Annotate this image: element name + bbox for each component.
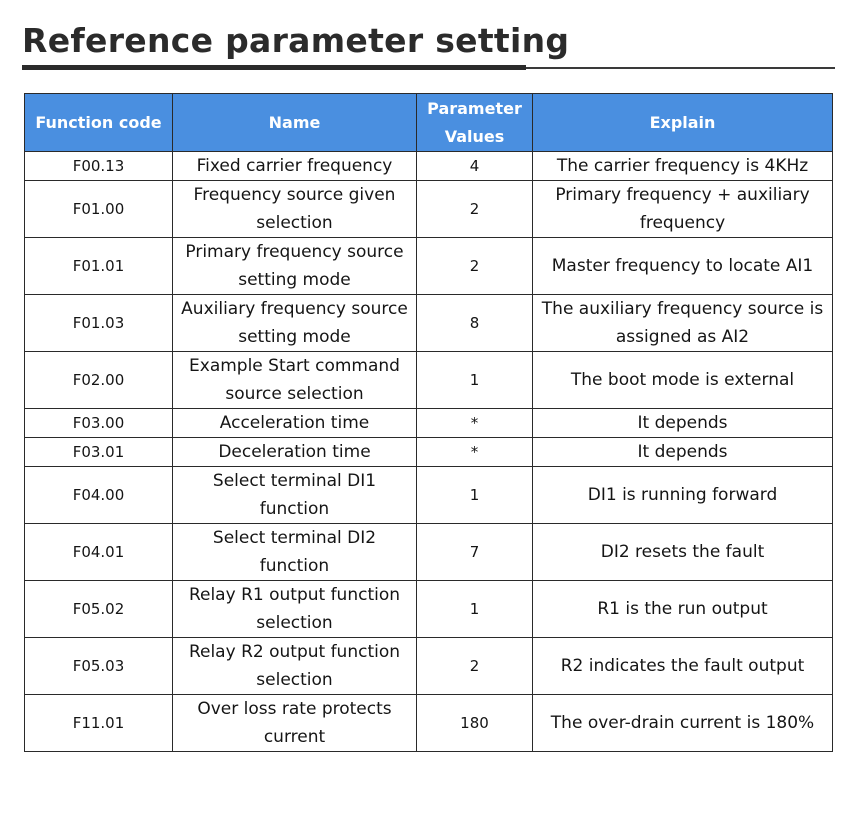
cell-function-code: F03.01 — [25, 438, 173, 467]
table-row — [25, 352, 833, 409]
cell-function-code: F05.03 — [25, 638, 173, 695]
table-row — [25, 524, 833, 581]
cell-name: Frequency source given selection — [173, 181, 417, 238]
cell-explain: It depends — [533, 409, 833, 438]
cell-function-code: F05.02 — [25, 581, 173, 638]
cell-function-code: F01.01 — [25, 238, 173, 295]
cell-parameter-value: * — [417, 409, 533, 438]
cell-parameter-value: 8 — [417, 295, 533, 352]
cell-parameter-value: 1 — [417, 352, 533, 409]
cell-parameter-value: 7 — [417, 524, 533, 581]
cell-name: Deceleration time — [173, 438, 417, 467]
cell-explain: Primary frequency + auxiliary frequency — [533, 181, 833, 238]
cell-parameter-value: * — [417, 438, 533, 467]
parameter-table — [24, 93, 833, 752]
cell-name: Primary frequency source setting mode — [173, 238, 417, 295]
cell-function-code: F04.01 — [25, 524, 173, 581]
cell-parameter-value: 1 — [417, 467, 533, 524]
cell-function-code: F01.03 — [25, 295, 173, 352]
cell-function-code: F11.01 — [25, 695, 173, 752]
table-row — [25, 581, 833, 638]
cell-parameter-value: 2 — [417, 181, 533, 238]
table-row — [25, 409, 833, 438]
cell-name: Acceleration time — [173, 409, 417, 438]
cell-explain: R2 indicates the fault output — [533, 638, 833, 695]
header-name: Name — [173, 94, 417, 152]
table-row — [25, 181, 833, 238]
cell-parameter-value: 4 — [417, 152, 533, 181]
cell-function-code: F00.13 — [25, 152, 173, 181]
table-row — [25, 152, 833, 181]
cell-name: Example Start command source selection — [173, 352, 417, 409]
cell-name: Over loss rate protects current — [173, 695, 417, 752]
cell-name: Fixed carrier frequency — [173, 152, 417, 181]
title-area — [22, 18, 837, 64]
table-row — [25, 695, 833, 752]
cell-explain: It depends — [533, 438, 833, 467]
table-header-row — [25, 94, 833, 152]
cell-name: Relay R1 output function selection — [173, 581, 417, 638]
cell-explain: The boot mode is external — [533, 352, 833, 409]
cell-explain: R1 is the run output — [533, 581, 833, 638]
cell-parameter-value: 1 — [417, 581, 533, 638]
header-function-code: Function code — [25, 94, 173, 152]
header-parameter-values: Parameter Values — [417, 94, 533, 152]
title-underline — [22, 65, 526, 70]
cell-name: Relay R2 output function selection — [173, 638, 417, 695]
cell-function-code: F03.00 — [25, 409, 173, 438]
cell-name: Select terminal DI1 function — [173, 467, 417, 524]
table-row — [25, 467, 833, 524]
table-row — [25, 638, 833, 695]
cell-function-code: F02.00 — [25, 352, 173, 409]
header-explain: Explain — [533, 94, 833, 152]
cell-function-code: F01.00 — [25, 181, 173, 238]
cell-parameter-value: 180 — [417, 695, 533, 752]
cell-name: Auxiliary frequency source setting mode — [173, 295, 417, 352]
cell-explain: The auxiliary frequency source is assigned as AI2 — [533, 295, 833, 352]
cell-explain: DI2 resets the fault — [533, 524, 833, 581]
table-row — [25, 438, 833, 467]
page-title: Reference parameter setting — [22, 21, 570, 60]
cell-parameter-value: 2 — [417, 238, 533, 295]
cell-parameter-value: 2 — [417, 638, 533, 695]
cell-explain: The carrier frequency is 4KHz — [533, 152, 833, 181]
cell-explain: Master frequency to locate AI1 — [533, 238, 833, 295]
table-row — [25, 295, 833, 352]
cell-explain: The over-drain current is 180% — [533, 695, 833, 752]
cell-function-code: F04.00 — [25, 467, 173, 524]
cell-name: Select terminal DI2 function — [173, 524, 417, 581]
cell-explain: DI1 is running forward — [533, 467, 833, 524]
table-row — [25, 238, 833, 295]
